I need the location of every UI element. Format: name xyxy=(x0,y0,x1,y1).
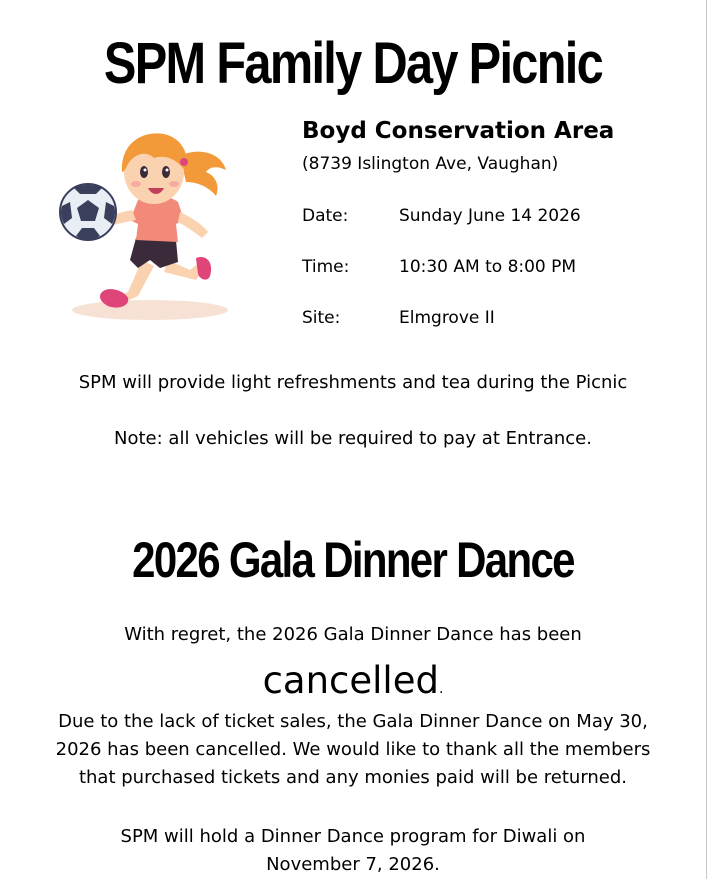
site-value: Elmgrove II xyxy=(399,308,495,328)
page-edge-rule xyxy=(706,0,707,879)
cancelled-notice xyxy=(0,654,706,716)
vehicle-note: Note: all vehicles will be required to pay at Entrance. xyxy=(114,428,592,449)
time-label: Time: xyxy=(302,257,350,277)
cancelled-period: . xyxy=(438,681,444,697)
left-eye xyxy=(140,166,148,178)
explanation-line-2: 2026 has been cancelled. We would like to thank all the members xyxy=(55,739,651,760)
venue-name: Boyd Conservation Area xyxy=(302,118,615,144)
shorts xyxy=(130,238,178,268)
regret-line: With regret, the 2026 Gala Dinner Dance has been xyxy=(124,624,582,645)
right-arm xyxy=(178,212,208,238)
right-cheek xyxy=(169,181,179,187)
diwali-line-1: SPM will hold a Dinner Dance program for Diwali on xyxy=(120,826,586,847)
diwali-line-2: November 7, 2026. xyxy=(266,854,440,875)
girl-soccer-illustration xyxy=(50,120,250,330)
date-label: Date: xyxy=(302,206,349,226)
time-value: 10:30 AM to 8:00 PM xyxy=(399,257,577,277)
right-eye xyxy=(162,166,170,178)
hair-tie xyxy=(180,158,188,166)
left-cheek xyxy=(131,181,141,187)
cancelled-word: cancelled xyxy=(262,659,439,702)
ground-shadow xyxy=(72,300,228,320)
explanation-line-3: that purchased tickets and any monies paid will be returned. xyxy=(78,767,628,788)
site-label: Site: xyxy=(302,308,341,328)
refreshments-note: SPM will provide light refreshments and tea during the Picnic xyxy=(78,372,628,393)
date-value: Sunday June 14 2026 xyxy=(399,206,581,226)
explanation-line-1: Due to the lack of ticket sales, the Gala Dinner Dance on May 30, xyxy=(58,711,648,732)
picnic-title: SPM Family Day Picnic xyxy=(103,31,603,96)
venue-address: (8739 Islington Ave, Vaughan) xyxy=(302,154,559,174)
ponytail xyxy=(180,152,226,196)
gala-title: 2026 Gala Dinner Dance xyxy=(132,532,574,588)
